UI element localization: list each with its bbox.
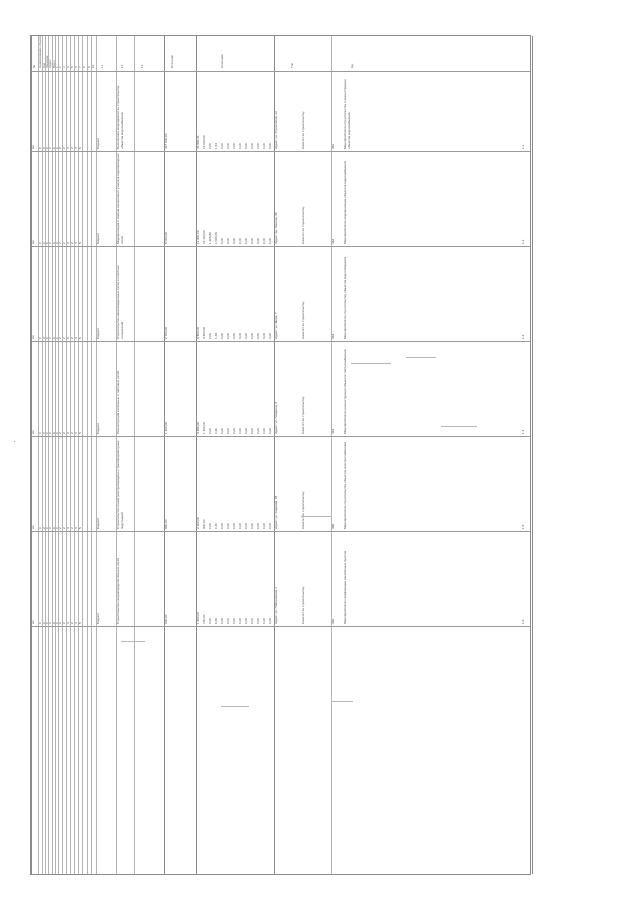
cell-text: 0,00 [256, 142, 260, 149]
cell-text: 1 100,00 [164, 421, 168, 434]
header-label: 11 [100, 64, 104, 68]
code-cell [331, 436, 343, 531]
cell-text: Реконструкция котельных и тепловых сетей [116, 370, 120, 434]
cell-text: 0 [55, 527, 59, 529]
code-cell [331, 341, 343, 436]
cell-text: 2 [58, 147, 62, 149]
cell-text: 2 [48, 622, 52, 624]
object-name-cell [343, 71, 532, 151]
column-divider [532, 36, 533, 874]
metric-cell [78, 436, 82, 531]
cell-text: 0,00 [256, 617, 260, 624]
cell-text: 6 [52, 432, 56, 434]
cell-text: 2 [42, 432, 46, 434]
cell-text: Адрес: ул. Строителей, 12 [274, 111, 278, 149]
cell-text: 1.2 [521, 239, 525, 244]
object-name-cell [343, 246, 532, 341]
address-cell [274, 531, 301, 626]
object-name-cell [343, 341, 532, 436]
cell-text: 5 [78, 337, 82, 339]
document-table [30, 35, 531, 875]
cell-text: 5 [78, 622, 82, 624]
kind-cell [96, 71, 116, 151]
total-cell [164, 436, 196, 531]
cell-text: 0,00 [262, 237, 266, 244]
cell-text: 2 [42, 527, 46, 529]
cell-text: км [31, 430, 35, 434]
cell-text: 0,00 [250, 332, 254, 339]
cell-text: 0 [55, 432, 59, 434]
cell-text: 0 [38, 147, 42, 149]
description-cell [116, 151, 164, 246]
cell-text: 0,00 [268, 332, 272, 339]
cell-text: 0,00 [238, 617, 242, 624]
kind-cell [96, 151, 116, 246]
cell-text: км [31, 240, 35, 244]
header-label: 9 [87, 66, 91, 68]
cell-text: 5 [78, 527, 82, 529]
cell-text: Бюджет [96, 612, 100, 624]
cell-text: 2 700,00 [164, 326, 168, 339]
cell-text: 361 [331, 143, 335, 149]
cell-text: Мероприятия по модернизации объектов водоснабжения [343, 161, 347, 244]
cell-text: 0,00 [244, 427, 248, 434]
cell-text: 0,00 [250, 617, 254, 624]
header-label: Тип [290, 62, 294, 68]
underline-mark [351, 363, 391, 364]
cell-text: Адрес: пр. Ленина, 45 [274, 212, 278, 244]
cell-text: Бюджет [96, 327, 100, 339]
total-cell [164, 151, 196, 246]
cell-text: 0,00 [250, 142, 254, 149]
cell-text: 363 [331, 333, 335, 339]
customer-cell [301, 341, 331, 436]
row-number-cell [521, 71, 532, 151]
cell-text: 0,00 [220, 142, 224, 149]
cell-text: Строительство линий электропередачи и трансформаторных подстанций [116, 439, 124, 529]
cell-text: 0,00 [238, 522, 242, 529]
total-cell [164, 246, 196, 341]
row-number-cell [521, 531, 532, 626]
code-cell [331, 246, 343, 341]
row-divider [31, 626, 530, 627]
cell-text: 0,00 [262, 142, 266, 149]
cell-text: Строительство канализационных сетей и очистных сооружений [116, 264, 124, 339]
cell-text: 2 [42, 622, 46, 624]
cell-text: 2 [70, 337, 74, 339]
cell-text: 0,00 [232, 142, 236, 149]
kind-cell [96, 436, 116, 531]
metric-cell [31, 341, 38, 436]
cell-text: 1 200,00 [202, 421, 206, 434]
cell-text: 0,00 [208, 427, 212, 434]
code-cell [331, 71, 343, 151]
row-number-cell [521, 151, 532, 246]
cell-text: 0 [45, 622, 49, 624]
cell-text: 5 [78, 432, 82, 434]
cell-text: 6 [52, 242, 56, 244]
cell-text: 0 [45, 242, 49, 244]
description-cell [116, 341, 164, 436]
cell-text: Бюджет [96, 517, 100, 529]
cell-text: Комитет по строительству [301, 206, 305, 244]
underline-mark [221, 706, 249, 707]
customer-cell [301, 151, 331, 246]
cell-text: 0,30 [214, 617, 218, 624]
cell-text: 0,40 [214, 522, 218, 529]
cell-text: 900,00 [202, 519, 206, 529]
cell-text: 0,00 [262, 332, 266, 339]
cell-text: 0,00 [244, 142, 248, 149]
cell-text: 0,00 [220, 237, 224, 244]
cell-text: 1.5 [521, 524, 525, 529]
customer-cell [301, 246, 331, 341]
cell-text: 3 456,00 [196, 421, 200, 434]
cell-text: Бюджет [96, 232, 100, 244]
cell-text: 21 100,00 [202, 230, 206, 244]
cell-text: 800,00 [164, 519, 168, 529]
cell-text: 2 100,00 [196, 516, 200, 529]
address-cell [274, 341, 301, 436]
cell-text: 2 [48, 527, 52, 529]
cell-text: 1 000,00 [214, 231, 218, 244]
cell-text: 3 [66, 432, 70, 434]
cell-text: 0,00 [238, 332, 242, 339]
cell-text: 0,00 [250, 522, 254, 529]
metric-cell [78, 151, 82, 246]
cell-text: 1,33 [214, 332, 218, 339]
cell-text: 4 [74, 432, 78, 434]
cell-text: 2 [70, 242, 74, 244]
header-label: Заказчик [45, 55, 49, 68]
cell-text: 6 [52, 337, 56, 339]
row-number-cell [521, 246, 532, 341]
cell-text: 0,00 [244, 237, 248, 244]
cell-text: 0,00 [208, 142, 212, 149]
cell-text: 0,00 [220, 427, 224, 434]
header-label: 8 [82, 66, 86, 68]
metric-cell [78, 531, 82, 626]
cell-text: 0 [38, 622, 42, 624]
cell-text: 3 [66, 527, 70, 529]
cell-text: 0,00 [268, 142, 272, 149]
cell-text: Мероприятия по реконструкции объектов теплоснабжения [343, 349, 347, 434]
cell-text: 0 [55, 242, 59, 244]
cell-text: 0 [55, 622, 59, 624]
header-label: Описание [220, 54, 224, 68]
cell-text: 11 900,00 [196, 230, 200, 244]
cell-text: Бюджет [96, 137, 100, 149]
total-cell [164, 71, 196, 151]
cell-text: 0,00 [226, 427, 230, 434]
address-cell [274, 71, 301, 151]
cell-text: 0,00 [250, 427, 254, 434]
cell-text: 6 [52, 147, 56, 149]
cell-text: 2 [62, 242, 66, 244]
cell-text: 1,54 [214, 142, 218, 149]
description-cell [116, 531, 164, 626]
description-cell [116, 246, 164, 341]
cell-text: 362 [331, 238, 335, 244]
header-label: Наименование объекта [38, 35, 42, 68]
cell-text: 0,00 [256, 427, 260, 434]
cell-text: 2 [70, 432, 74, 434]
cell-text: 0,00 [238, 142, 242, 149]
total-cell [164, 531, 196, 626]
cell-text: Выполнение мероприятий по строительству объектов водоснабжения [116, 84, 124, 149]
header-label: 5 [70, 66, 74, 68]
cell-text: 2 [58, 527, 62, 529]
cell-text: Строительство газораспределительных сетей [116, 558, 120, 624]
cell-text: 0,00 [262, 522, 266, 529]
header-label: 4 [66, 66, 70, 68]
cell-text: 4 [74, 242, 78, 244]
object-name-cell [343, 151, 532, 246]
cell-text: 2 [48, 147, 52, 149]
cell-text: 0 [38, 432, 42, 434]
row-number-cell [521, 341, 532, 436]
cell-text: 6 [52, 622, 56, 624]
cell-text: 600,00 [164, 614, 168, 624]
address-cell [274, 246, 301, 341]
header-label: Источник [170, 55, 174, 68]
cell-text: Комитет по строительству [301, 111, 305, 149]
cell-text: 0,00 [232, 237, 236, 244]
kind-cell [96, 246, 116, 341]
underline-mark [441, 426, 477, 427]
cell-text: 0,00 [220, 617, 224, 624]
cell-text: 1.3 [521, 334, 525, 339]
cell-text: 0,00 [256, 332, 260, 339]
cell-text: км [31, 335, 35, 339]
cell-text: 2 [62, 527, 66, 529]
cell-text: 0,00 [208, 332, 212, 339]
cell-text: 0,00 [232, 617, 236, 624]
cell-text: 0 [38, 337, 42, 339]
underline-mark [301, 516, 331, 517]
underline-mark [121, 641, 145, 642]
cell-text: Комитет по строительству [301, 396, 305, 434]
metric-cell [31, 436, 38, 531]
header-label: 12 [120, 64, 124, 68]
cell-text: 2 [62, 147, 66, 149]
cell-text: 0,00 [250, 237, 254, 244]
cell-text: 0 [45, 337, 49, 339]
cell-text: 0 [45, 432, 49, 434]
cell-text: 0,00 [238, 427, 242, 434]
cell-text: 0,00 [208, 522, 212, 529]
cell-text: Адрес: ул. Набережная, 1 [274, 586, 278, 624]
address-cell [274, 151, 301, 246]
object-name-cell [343, 531, 532, 626]
underline-mark [406, 357, 436, 358]
cell-text: 0,00 [232, 522, 236, 529]
cell-text: 1.1 [521, 144, 525, 149]
row-number-cell [521, 436, 532, 531]
cell-text: 0,00 [232, 332, 236, 339]
cell-text: 1.6 [521, 619, 525, 624]
header-label: Ед. [350, 63, 354, 68]
cell-text: 0,00 [208, 617, 212, 624]
code-cell [331, 531, 343, 626]
cell-text: Бюджет [96, 422, 100, 434]
cell-text: 6 [52, 527, 56, 529]
header-label: 10 [91, 64, 95, 68]
cell-text: 5 000,00 [164, 231, 168, 244]
cell-text: 0,00 [268, 617, 272, 624]
metric-cell [78, 341, 82, 436]
cell-text: Комитет по строительству [301, 586, 305, 624]
address-cell [274, 436, 301, 531]
cell-text: 0 [45, 147, 49, 149]
cell-text: 4 [74, 147, 78, 149]
cell-text: 365 [331, 523, 335, 529]
kind-cell [96, 531, 116, 626]
cell-text: 2 [48, 337, 52, 339]
cell-text: 0,00 [226, 237, 230, 244]
cell-text: Мероприятия по строительству объектов водоотведения [343, 257, 347, 339]
cell-text: 5 [78, 242, 82, 244]
cell-text: 0 [45, 527, 49, 529]
cell-text: Адрес: ул. Садовая, 18 [274, 495, 278, 529]
cell-text: Мероприятия по газификации населённых пунктов [343, 550, 347, 624]
cell-text: 1 905,80 [208, 231, 212, 244]
metric-cell [31, 71, 38, 151]
cell-text: 5 [78, 147, 82, 149]
header-label: 1 [55, 66, 59, 68]
cell-text: км [31, 145, 35, 149]
cell-text: Комитет по строительству [301, 491, 305, 529]
column-divider [91, 36, 92, 874]
cell-text: 2 [70, 527, 74, 529]
header-label: Адрес [48, 59, 52, 68]
cell-text: 0,00 [226, 617, 230, 624]
cell-text: 2 [62, 337, 66, 339]
header-label: Всего [52, 60, 56, 68]
cell-text: 0,00 [244, 332, 248, 339]
cell-text: 0,00 [268, 522, 272, 529]
customer-cell [301, 531, 331, 626]
object-name-cell [343, 436, 532, 531]
header-label: № [32, 64, 36, 68]
cell-text: 2 [42, 337, 46, 339]
cell-text: 2 [58, 622, 62, 624]
cell-text: 2 [58, 432, 62, 434]
header-label: 6 [74, 66, 78, 68]
cell-text: км [31, 620, 35, 624]
cell-text: 0,00 [226, 332, 230, 339]
cell-text: 417 000,00 [164, 133, 168, 149]
cell-text: 366 [331, 618, 335, 624]
code-cell [331, 151, 343, 246]
cell-text: 0,00 [268, 427, 272, 434]
cell-text: 0,00 [238, 237, 242, 244]
cell-text: 8 800,00 [196, 326, 200, 339]
cell-text: 0,00 [262, 427, 266, 434]
kind-cell [96, 341, 116, 436]
header-label: 13 [140, 64, 144, 68]
cell-text: 1 500,00 [196, 611, 200, 624]
cell-text: 364 [331, 428, 335, 434]
cell-text: Мероприятия по строительству объектов электроснабжения [343, 442, 347, 529]
metric-cell [78, 246, 82, 341]
cell-text: 0 [38, 527, 42, 529]
cell-text: 2 [48, 242, 52, 244]
cell-text: Модернизация и замена изношенных участков водопроводных сетей [116, 152, 124, 244]
header-label: Код [42, 62, 46, 68]
cell-text: 2 [62, 622, 66, 624]
cell-text: 2 [48, 432, 52, 434]
cell-text: 4 [74, 527, 78, 529]
description-cell [116, 436, 164, 531]
cell-text: 0 [55, 147, 59, 149]
underline-mark [331, 701, 353, 702]
cell-text: 0,00 [220, 332, 224, 339]
cell-text: 3 300,00 [202, 326, 206, 339]
cell-text: 0,00 [256, 522, 260, 529]
cell-text: 0,00 [244, 522, 248, 529]
metric-cell [78, 71, 82, 151]
cell-text: 0,00 [268, 237, 272, 244]
cell-text: Комитет по строительству [301, 301, 305, 339]
total-cell [164, 341, 196, 436]
cell-text: 2 [42, 147, 46, 149]
cell-text: 0,00 [256, 237, 260, 244]
cell-text: 0,00 [220, 522, 224, 529]
cell-text: 1.4 [521, 429, 525, 434]
metric-cell [31, 151, 38, 246]
cell-text: 0,60 [214, 427, 218, 434]
header-label: 3 [62, 66, 66, 68]
scan-speck [14, 441, 15, 442]
cell-text: 2 [62, 432, 66, 434]
cell-text: 2 [42, 242, 46, 244]
cell-text: 3 [66, 147, 70, 149]
cell-text: 0,00 [244, 617, 248, 624]
metric-cell [31, 531, 38, 626]
cell-text: 31 890,41 [196, 135, 200, 149]
header-label: 7 [78, 66, 82, 68]
cell-text: км [31, 525, 35, 529]
cell-text: 0,00 [262, 617, 266, 624]
description-cell [116, 71, 164, 151]
cell-text: 2 [70, 147, 74, 149]
column-divider [87, 36, 88, 874]
metric-cell [31, 246, 38, 341]
cell-text: Адрес: ул. Мира, 7 [274, 312, 278, 339]
cell-text: 3 [66, 337, 70, 339]
cell-text: 4 [74, 337, 78, 339]
cell-text: 2 [58, 337, 62, 339]
cell-text: 21 000,00 [202, 135, 206, 149]
cell-text: 0 [38, 242, 42, 244]
customer-cell [301, 71, 331, 151]
cell-text: 2 [70, 622, 74, 624]
cell-text: 4 [74, 622, 78, 624]
cell-text: 2 [58, 242, 62, 244]
cell-text: Адрес: ул. Гагарина, 3 [274, 402, 278, 434]
cell-text: 0,00 [226, 522, 230, 529]
cell-text: 700,00 [202, 614, 206, 624]
header-label: 2 [58, 66, 62, 68]
cell-text: 3 [66, 622, 70, 624]
cell-text: 0,00 [232, 427, 236, 434]
cell-text: 0,00 [226, 142, 230, 149]
cell-text: 0 [55, 337, 59, 339]
cell-text: Мероприятия по строительству и реконструкции объектов водоснабжения [343, 78, 351, 149]
cell-text: 3 [66, 242, 70, 244]
